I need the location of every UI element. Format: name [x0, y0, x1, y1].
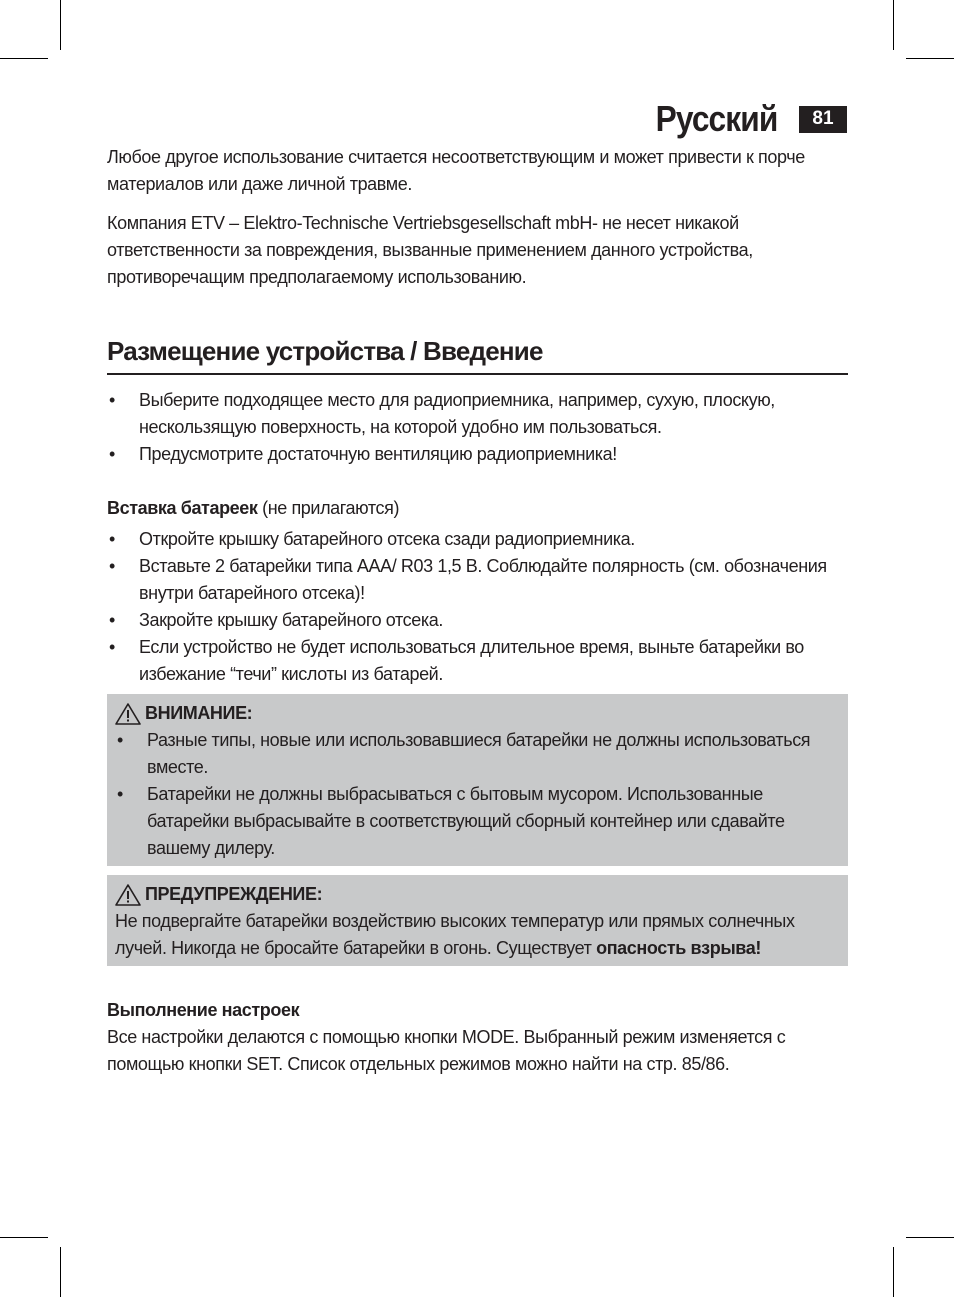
list-item-text: Предусмотрите достаточную вентиляцию радиоприемника! — [139, 444, 617, 464]
warning-text — [115, 908, 840, 962]
crop-mark — [60, 1247, 61, 1297]
page-header — [639, 98, 847, 140]
intro-paragraph-2: Компания ETV – Elektro-Technische Vertriebsgesellschaft mbH- не несет никакой ответственности за повреждения, вызванные применением данного устройства, противоречащим предполагаемому использованию. — [107, 213, 753, 287]
page-content — [107, 144, 848, 1078]
section-title: Размещение устройства / Введение — [107, 335, 848, 375]
attention-title — [115, 700, 840, 727]
warning-title — [115, 881, 840, 908]
warning-box — [107, 875, 848, 966]
list-item — [115, 781, 840, 862]
list-item-text: Разные типы, новые или использовавшиеся батарейки не должны использоваться вместе. — [147, 730, 811, 777]
settings-text: Все настройки делаются с помощью кнопки MODE. Выбранный режим изменяется с помощью кнопки SET. Список отдельных режимов можно найти на стр. 85/86. — [107, 1027, 786, 1074]
bullet: • — [117, 730, 123, 750]
crop-mark — [906, 1237, 954, 1238]
bullet: • — [109, 556, 115, 576]
bullet: • — [109, 529, 115, 549]
list-item-text: Вставьте 2 батарейки типа AAA/ R03 1,5 В. Соблюдайте полярность (см. обозначения внутри батарейного отсека)! — [139, 556, 827, 603]
batteries-list — [107, 526, 848, 688]
attention-box — [107, 694, 848, 866]
bullet: • — [117, 784, 123, 804]
list-item — [107, 607, 848, 634]
crop-mark — [893, 1247, 894, 1297]
list-item — [107, 526, 848, 553]
warning-triangle-icon — [115, 884, 141, 906]
crop-mark — [0, 1237, 48, 1238]
list-item — [107, 441, 848, 468]
bullet: • — [109, 610, 115, 630]
list-item — [107, 387, 848, 441]
settings-heading: Выполнение настроек — [107, 1000, 300, 1020]
intro-paragraph-1: Любое другое использование считается несоответствующим и может привести к порче материалов или даже личной травме. — [107, 147, 805, 194]
list-item-text: Выберите подходящее место для радиоприемника, например, сухую, плоскую, нескользящую поверхность, на которой удобно им пользоваться. — [139, 390, 775, 437]
attention-title-text: ВНИМАНИЕ: — [145, 703, 253, 723]
language-title: Русский — [655, 98, 777, 139]
bullet: • — [109, 637, 115, 657]
list-item — [107, 634, 848, 688]
batteries-heading-bold: Вставка батареек — [107, 498, 258, 518]
warning-text-regular: Не подвергайте батарейки воздействию высоких температур или прямых солнечных лучей. Никогда не бросайте батарейки в огонь. Существует — [115, 911, 795, 958]
crop-mark — [906, 58, 954, 59]
list-item — [107, 553, 848, 607]
bullet: • — [109, 390, 115, 410]
list-item-text: Батарейки не должны выбрасываться с бытовым мусором. Использованные батарейки выбрасывайте в соответствующий сборный контейнер или сдавайте вашему дилеру. — [147, 784, 785, 858]
list-item — [115, 727, 840, 781]
attention-list — [115, 727, 840, 862]
list-item-text: Если устройство не будет использоваться длительное время, выньте батарейки во избежание “течи” кислоты из батарей. — [139, 637, 804, 684]
crop-mark — [0, 58, 48, 59]
warning-triangle-icon — [115, 703, 141, 725]
batteries-heading — [107, 495, 848, 522]
list-item-text: Закройте крышку батарейного отсека. — [139, 610, 443, 630]
batteries-heading-note: (не прилагаются) — [257, 498, 400, 518]
crop-mark — [60, 0, 61, 50]
warning-title-text: ПРЕДУПРЕЖДЕНИЕ: — [145, 884, 323, 904]
list-item-text: Откройте крышку батарейного отсека сзади радиоприемника. — [139, 529, 635, 549]
placement-list — [107, 387, 848, 468]
bullet: • — [109, 444, 115, 464]
crop-mark — [893, 0, 894, 50]
page-number: 81 — [799, 106, 847, 133]
warning-text-bold: опасность взрыва! — [596, 938, 761, 958]
